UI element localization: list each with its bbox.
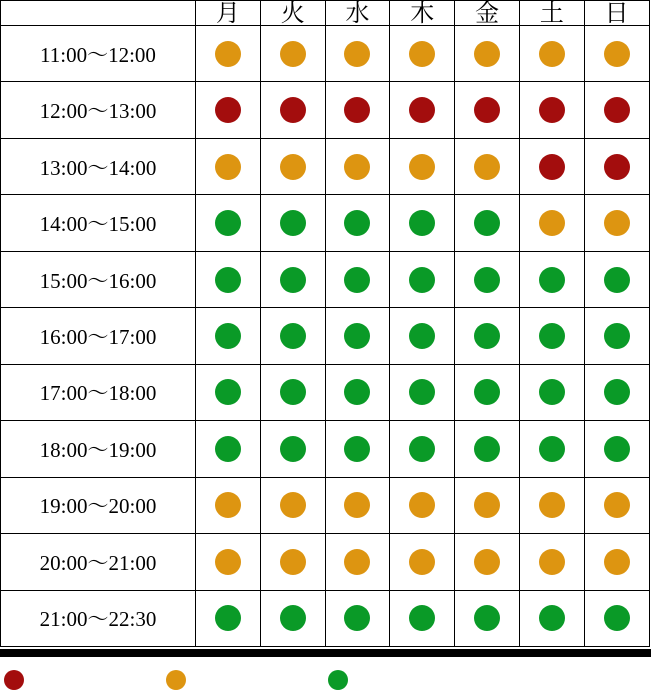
- status-dot-orange: [344, 492, 370, 518]
- table-row: [1, 308, 650, 364]
- status-dot-green: [215, 267, 241, 293]
- status-dot-red: [409, 97, 435, 123]
- day-header-tue: 火: [260, 1, 325, 26]
- slot-cell: [196, 251, 261, 307]
- slot-cell: [260, 308, 325, 364]
- status-dot-orange: [409, 549, 435, 575]
- slot-cell: [584, 477, 649, 533]
- slot-cell: [390, 477, 455, 533]
- slot-cell: [390, 251, 455, 307]
- slot-cell: [390, 421, 455, 477]
- time-slot-label: 11:00〜12:00: [1, 26, 196, 82]
- status-dot-green: [280, 210, 306, 236]
- slot-cell: [390, 364, 455, 420]
- slot-cell: [390, 195, 455, 251]
- status-dot-red: [474, 97, 500, 123]
- status-dot-red: [539, 97, 565, 123]
- slot-cell: [325, 251, 390, 307]
- legend-dot-red-icon: [4, 670, 24, 690]
- slot-cell: [455, 26, 520, 82]
- slot-cell: [455, 138, 520, 194]
- slot-cell: [325, 195, 390, 251]
- status-dot-red: [280, 97, 306, 123]
- status-dot-green: [409, 267, 435, 293]
- status-dot-orange: [409, 492, 435, 518]
- slot-cell: [584, 534, 649, 590]
- day-header-wed: 水: [325, 1, 390, 26]
- status-dot-orange: [215, 41, 241, 67]
- status-dot-green: [604, 323, 630, 349]
- status-dot-orange: [474, 41, 500, 67]
- slot-cell: [519, 590, 584, 646]
- time-slot-label: 16:00〜17:00: [1, 308, 196, 364]
- status-dot-green: [604, 267, 630, 293]
- status-dot-green: [344, 323, 370, 349]
- slot-cell: [455, 251, 520, 307]
- slot-cell: [390, 590, 455, 646]
- slot-cell: [455, 308, 520, 364]
- table-body: [1, 26, 650, 647]
- status-dot-orange: [539, 210, 565, 236]
- status-dot-green: [474, 323, 500, 349]
- legend-item-green: [328, 670, 490, 690]
- slot-cell: [260, 477, 325, 533]
- slot-cell: [519, 534, 584, 590]
- slot-cell: [325, 308, 390, 364]
- status-dot-orange: [474, 492, 500, 518]
- slot-cell: [196, 82, 261, 138]
- day-header-thu: 木: [390, 1, 455, 26]
- slot-cell: [325, 477, 390, 533]
- status-dot-green: [280, 605, 306, 631]
- status-dot-green: [539, 379, 565, 405]
- slot-cell: [519, 138, 584, 194]
- header-row: [1, 1, 650, 26]
- time-slot-label: 13:00〜14:00: [1, 138, 196, 194]
- status-dot-green: [280, 379, 306, 405]
- status-dot-red: [604, 97, 630, 123]
- slot-cell: [325, 534, 390, 590]
- slot-cell: [325, 82, 390, 138]
- time-slot-label: 12:00〜13:00: [1, 82, 196, 138]
- table-row: [1, 477, 650, 533]
- status-dot-orange: [280, 492, 306, 518]
- status-dot-green: [215, 436, 241, 462]
- legend-dot-orange-icon: [166, 670, 186, 690]
- status-dot-green: [604, 605, 630, 631]
- day-header-fri: 金: [455, 1, 520, 26]
- table-row: [1, 138, 650, 194]
- status-dot-orange: [280, 41, 306, 67]
- slot-cell: [455, 534, 520, 590]
- slot-cell: [196, 534, 261, 590]
- day-header-mon: 月: [196, 1, 261, 26]
- status-dot-green: [344, 379, 370, 405]
- slot-cell: [584, 421, 649, 477]
- time-slot-label: 17:00〜18:00: [1, 364, 196, 420]
- status-dot-orange: [539, 492, 565, 518]
- status-dot-green: [409, 379, 435, 405]
- legend-dot-green-icon: [328, 670, 348, 690]
- table-row: [1, 534, 650, 590]
- slot-cell: [390, 26, 455, 82]
- time-slot-label: 19:00〜20:00: [1, 477, 196, 533]
- slot-cell: [196, 421, 261, 477]
- status-dot-orange: [539, 41, 565, 67]
- status-dot-orange: [409, 154, 435, 180]
- status-dot-orange: [474, 154, 500, 180]
- slot-cell: [584, 308, 649, 364]
- status-dot-orange: [539, 549, 565, 575]
- status-dot-orange: [604, 549, 630, 575]
- slot-cell: [584, 251, 649, 307]
- slot-cell: [455, 477, 520, 533]
- status-dot-green: [409, 436, 435, 462]
- status-dot-red: [539, 154, 565, 180]
- slot-cell: [584, 138, 649, 194]
- slot-cell: [455, 195, 520, 251]
- slot-cell: [584, 82, 649, 138]
- slot-cell: [325, 364, 390, 420]
- status-dot-orange: [280, 154, 306, 180]
- slot-cell: [196, 26, 261, 82]
- slot-cell: [584, 364, 649, 420]
- slot-cell: [325, 26, 390, 82]
- slot-cell: [519, 308, 584, 364]
- status-dot-green: [409, 210, 435, 236]
- status-dot-orange: [344, 549, 370, 575]
- slot-cell: [260, 421, 325, 477]
- status-dot-red: [344, 97, 370, 123]
- status-dot-red: [604, 154, 630, 180]
- slot-cell: [325, 421, 390, 477]
- legend-item-orange: [166, 670, 328, 690]
- status-dot-green: [215, 379, 241, 405]
- status-dot-green: [604, 436, 630, 462]
- status-dot-green: [474, 267, 500, 293]
- slot-cell: [519, 364, 584, 420]
- table-row: [1, 82, 650, 138]
- status-dot-orange: [604, 41, 630, 67]
- status-dot-orange: [280, 549, 306, 575]
- status-dot-orange: [215, 492, 241, 518]
- legend-divider-bar: [0, 649, 651, 657]
- time-slot-label: 15:00〜16:00: [1, 251, 196, 307]
- table-row: [1, 421, 650, 477]
- slot-cell: [196, 308, 261, 364]
- status-dot-green: [344, 605, 370, 631]
- slot-cell: [260, 26, 325, 82]
- day-header-sun: 日: [584, 1, 649, 26]
- legend-items: [0, 661, 651, 699]
- status-dot-orange: [409, 41, 435, 67]
- status-dot-green: [539, 267, 565, 293]
- slot-cell: [196, 138, 261, 194]
- status-dot-green: [604, 379, 630, 405]
- slot-cell: [584, 590, 649, 646]
- status-dot-green: [215, 323, 241, 349]
- status-dot-green: [539, 605, 565, 631]
- status-dot-green: [474, 436, 500, 462]
- slot-cell: [519, 82, 584, 138]
- slot-cell: [325, 138, 390, 194]
- status-dot-orange: [344, 154, 370, 180]
- table-header: [1, 1, 650, 26]
- status-dot-green: [344, 436, 370, 462]
- slot-cell: [196, 364, 261, 420]
- status-dot-green: [280, 323, 306, 349]
- status-dot-green: [539, 436, 565, 462]
- slot-cell: [455, 590, 520, 646]
- slot-cell: [325, 590, 390, 646]
- slot-cell: [390, 534, 455, 590]
- slot-cell: [584, 195, 649, 251]
- slot-cell: [519, 195, 584, 251]
- status-dot-orange: [344, 41, 370, 67]
- status-dot-orange: [215, 154, 241, 180]
- status-dot-red: [215, 97, 241, 123]
- slot-cell: [519, 26, 584, 82]
- status-dot-green: [409, 323, 435, 349]
- slot-cell: [390, 308, 455, 364]
- table-row: [1, 195, 650, 251]
- day-header-sat: 土: [519, 1, 584, 26]
- status-dot-green: [280, 436, 306, 462]
- table-row: [1, 26, 650, 82]
- status-dot-green: [344, 210, 370, 236]
- slot-cell: [519, 251, 584, 307]
- slot-cell: [260, 534, 325, 590]
- slot-cell: [260, 138, 325, 194]
- time-slot-label: 20:00〜21:00: [1, 534, 196, 590]
- legend-item-red: [4, 670, 166, 690]
- status-dot-green: [474, 379, 500, 405]
- time-slot-label: 14:00〜15:00: [1, 195, 196, 251]
- slot-cell: [260, 364, 325, 420]
- slot-cell: [519, 477, 584, 533]
- status-dot-orange: [474, 549, 500, 575]
- slot-cell: [196, 590, 261, 646]
- slot-cell: [196, 477, 261, 533]
- legend: [0, 649, 651, 699]
- status-dot-orange: [215, 549, 241, 575]
- slot-cell: [455, 82, 520, 138]
- status-dot-green: [539, 323, 565, 349]
- status-dot-orange: [604, 492, 630, 518]
- slot-cell: [519, 421, 584, 477]
- time-slot-label: 21:00〜22:30: [1, 590, 196, 646]
- slot-cell: [196, 195, 261, 251]
- slot-cell: [390, 82, 455, 138]
- status-dot-green: [215, 605, 241, 631]
- slot-cell: [260, 590, 325, 646]
- slot-cell: [260, 82, 325, 138]
- table-row: [1, 364, 650, 420]
- slot-cell: [455, 421, 520, 477]
- status-dot-green: [474, 605, 500, 631]
- table-row: [1, 590, 650, 646]
- status-dot-orange: [604, 210, 630, 236]
- slot-cell: [390, 138, 455, 194]
- time-slot-label: 18:00〜19:00: [1, 421, 196, 477]
- status-dot-green: [280, 267, 306, 293]
- slot-cell: [260, 195, 325, 251]
- header-corner-cell: [1, 1, 196, 26]
- status-dot-green: [344, 267, 370, 293]
- status-dot-green: [215, 210, 241, 236]
- slot-cell: [455, 364, 520, 420]
- status-dot-green: [409, 605, 435, 631]
- table-row: [1, 251, 650, 307]
- slot-cell: [584, 26, 649, 82]
- slot-cell: [260, 251, 325, 307]
- status-dot-green: [474, 210, 500, 236]
